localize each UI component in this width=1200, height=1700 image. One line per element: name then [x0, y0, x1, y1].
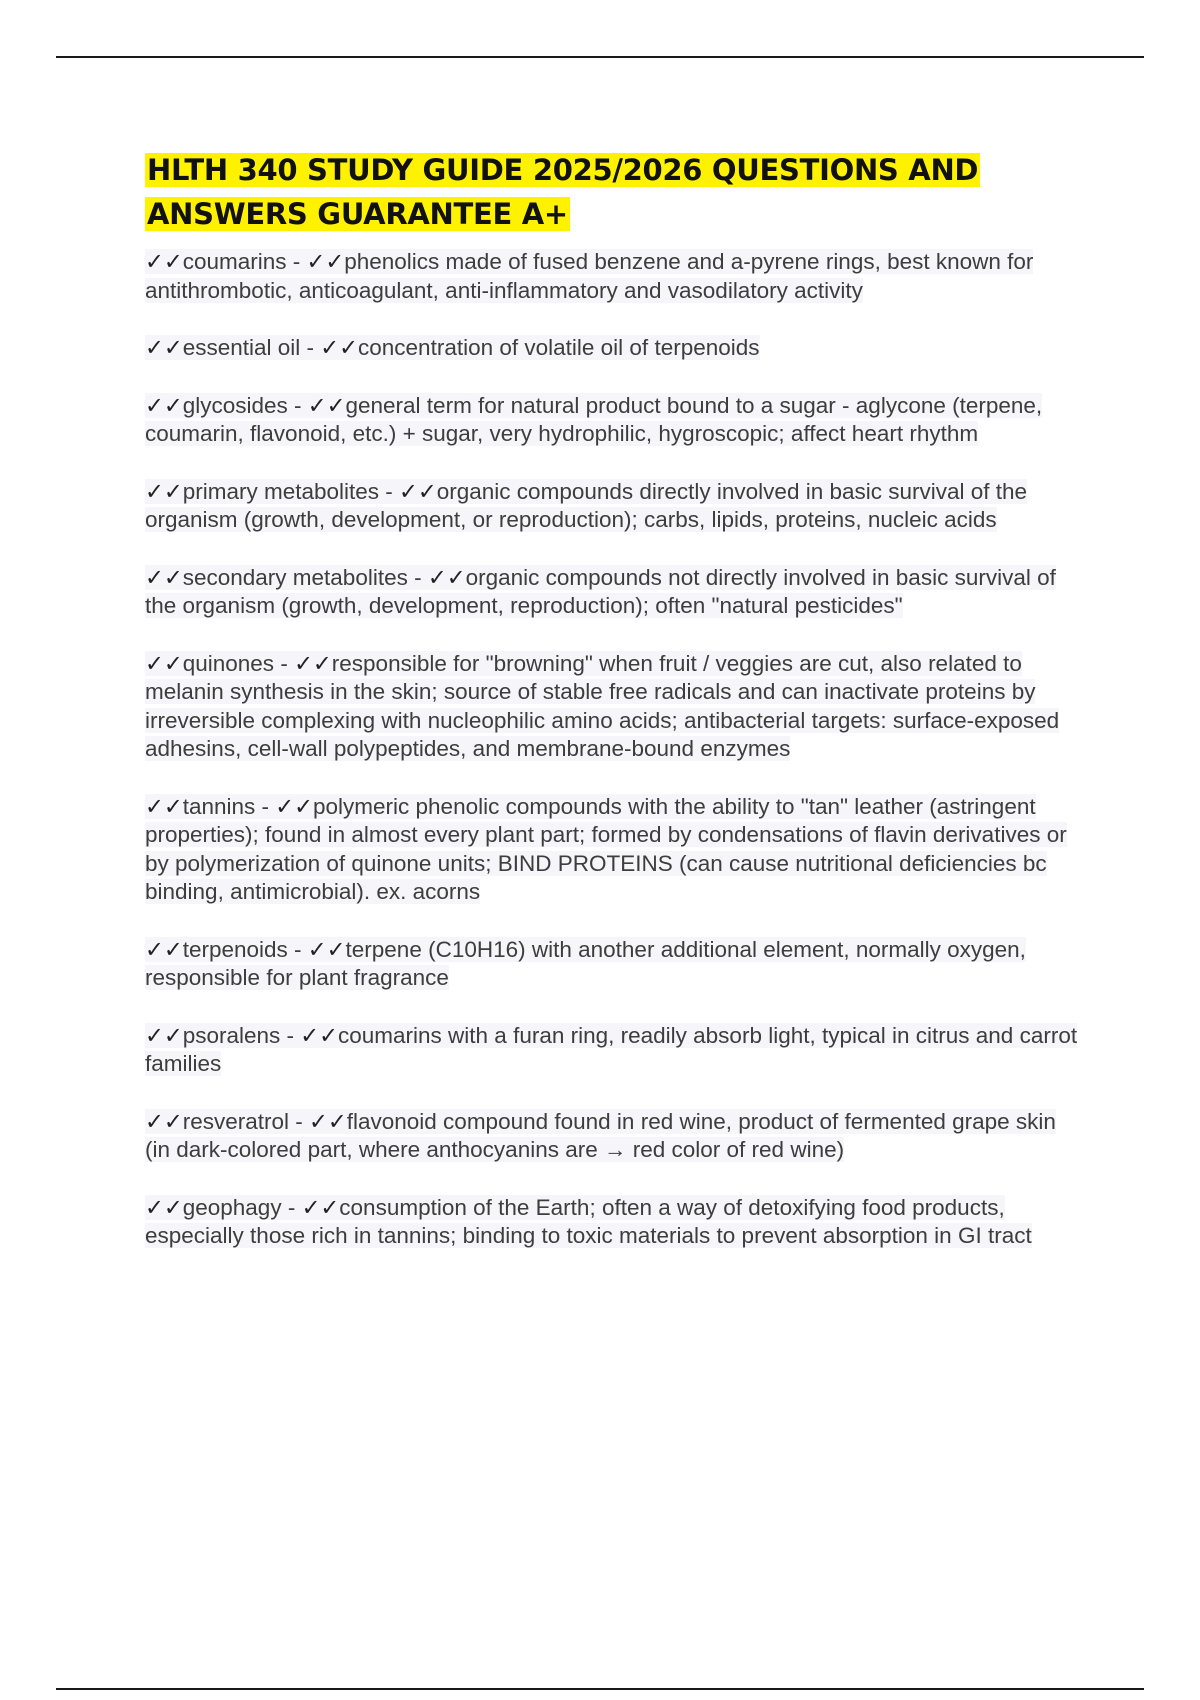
entry-definition: flavonoid compound found in red wine, product of fermented grape skin (in dark-colored part, where anthocyanins are → red color of red wine): [145, 1108, 1056, 1162]
entry-term: tannins: [182, 793, 256, 819]
entry-terpenoids: ✓✓terpenoids - ✓✓terpene (C10H16) with another additional element, normally oxygen, responsible for plant fragrance: [145, 936, 1026, 990]
checkmark-icon: ✓✓: [145, 478, 183, 504]
entry-geophagy: ✓✓geophagy - ✓✓consumption of the Earth; often a way of detoxifying food products, especially those rich in tannins; binding to toxic materials to prevent absorption in GI tract: [145, 1194, 1032, 1248]
entry-term: primary metabolites: [182, 478, 380, 504]
checkmark-icon: ✓✓: [145, 249, 183, 274]
document-title: HLTH 340 STUDY GUIDE 2025/2026 QUESTIONS AND ANSWERS GUARANTEE A+: [147, 153, 979, 231]
top-rule: [56, 56, 1144, 58]
checkmark-icon: ✓✓: [306, 249, 345, 274]
checkmark-icon: ✓✓: [145, 392, 183, 418]
entry-definition: coumarins with a furan ring, readily absorb light, typical in citrus and carrot families: [145, 1022, 1078, 1076]
entry-definition: organic compounds not directly involved in basic survival of the organism (growth, development, reproduction); often "natural pesticides": [145, 564, 1056, 618]
entry-glycosides: ✓✓glycosides - ✓✓general term for natural product bound to a sugar - aglycone (terpene, coumarin, flavonoid, etc.) + sugar, very hydrophilic, hygroscopic; affect heart rhythm: [145, 392, 1043, 446]
checkmark-icon: ✓✓: [307, 936, 346, 962]
entry-term: coumarins: [182, 249, 287, 274]
entry-term: terpenoids: [182, 936, 288, 962]
checkmark-icon: ✓✓: [145, 1194, 183, 1220]
entry-term: secondary metabolites: [182, 564, 408, 590]
entry-tannins: ✓✓tannins - ✓✓polymeric phenolic compounds with the ability to "tan" leather (astringent properties); found in almost every plant part; formed by condensations of flavin derivatives or by polymerization of quinone units; BIND PROTEINS (can cause nutritional deficiencies bc binding, antimicrobial). ex. acorns: [145, 793, 1067, 904]
entry-term: essential oil: [182, 335, 301, 360]
checkmark-icon: ✓✓: [145, 650, 183, 676]
entry-definition: concentration of volatile oil of terpenoids: [358, 335, 760, 360]
checkmark-icon: ✓✓: [309, 1108, 347, 1134]
entry-term: geophagy: [182, 1194, 282, 1220]
checkmark-icon: ✓✓: [145, 793, 183, 819]
checkmark-icon: ✓✓: [300, 1022, 338, 1048]
entry-secondary-metabolites: ✓✓secondary metabolites - ✓✓organic compounds not directly involved in basic survival of the organism (growth, development, reproduction); often "natural pesticides": [145, 564, 1056, 618]
entry-definition: polymeric phenolic compounds with the ability to "tan" leather (astringent properties); found in almost every plant part; formed by condensations of flavin derivatives or by polymerization of quinone units; BIND PROTEINS (can cause nutritional deficiencies bc binding, antimicrobial). ex. acorns: [145, 793, 1067, 904]
checkmark-icon: ✓✓: [145, 335, 183, 360]
entry-term: glycosides: [182, 392, 288, 418]
entry-resveratrol: ✓✓resveratrol - ✓✓flavonoid compound found in red wine, product of fermented grape skin (in dark-colored part, where anthocyanins are → red color of red wine): [145, 1108, 1056, 1162]
checkmark-icon: ✓✓: [307, 392, 346, 418]
checkmark-icon: ✓✓: [399, 478, 437, 504]
checkmark-icon: ✓✓: [320, 335, 359, 360]
entry-definition: phenolics made of fused benzene and a-pyrene rings, best known for antithrombotic, anticoagulant, anti-inflammatory and vasodilatory activity: [145, 249, 1034, 303]
entry-quinones: ✓✓quinones - ✓✓responsible for "browning" when fruit / veggies are cut, also related to melanin synthesis in the skin; source of stable free radicals and can inactivate proteins by irreversible complexing with nucleophilic amino acids; antibacterial targets: surface-exposed adhesins, cell-wall polypeptides, and membrane-bound enzymes: [145, 650, 1060, 761]
entry-term: resveratrol: [182, 1108, 290, 1134]
entry-psoralens: ✓✓psoralens - ✓✓coumarins with a furan ring, readily absorb light, typical in citrus and carrot families: [145, 1022, 1078, 1076]
entry-definition: terpene (C10H16) with another additional element, normally oxygen, responsible for plant fragrance: [145, 936, 1026, 990]
entry-primary-metabolites: ✓✓primary metabolites - ✓✓organic compounds directly involved in basic survival of the organism (growth, development, or reproduction); carbs, lipids, proteins, nucleic acids: [145, 478, 1028, 532]
entry-essential-oil: ✓✓essential oil - ✓✓concentration of volatile oil of terpenoids: [145, 335, 760, 360]
entry-coumarins: ✓✓coumarins - ✓✓phenolics made of fused benzene and a-pyrene rings, best known for antithrombotic, anticoagulant, anti-inflammatory and vasodilatory activity: [145, 249, 1034, 303]
bottom-rule: [56, 1688, 1144, 1690]
entry-term: quinones: [182, 650, 275, 676]
checkmark-icon: ✓✓: [145, 564, 183, 590]
checkmark-icon: ✓✓: [294, 650, 332, 676]
checkmark-icon: ✓✓: [145, 1108, 183, 1134]
entry-term: psoralens: [182, 1022, 281, 1048]
document-body: [145, 148, 1085, 1280]
entry-definition: consumption of the Earth; often a way of detoxifying food products, especially those rich in tannins; binding to toxic materials to prevent absorption in GI tract: [145, 1194, 1032, 1248]
checkmark-icon: ✓✓: [427, 564, 466, 590]
checkmark-icon: ✓✓: [301, 1194, 340, 1220]
checkmark-icon: ✓✓: [145, 1022, 183, 1048]
entry-definition: general term for natural product bound to a sugar - aglycone (terpene, coumarin, flavonoid, etc.) + sugar, very hydrophilic, hygroscopic; affect heart rhythm: [145, 392, 1043, 446]
entry-definition: responsible for "browning" when fruit / veggies are cut, also related to melanin synthesis in the skin; source of stable free radicals and can inactivate proteins by irreversible complexing with nucleophilic amino acids; antibacterial targets: surface-exposed adhesins, cell-wall polypeptides, and membrane-bound enzymes: [145, 650, 1060, 761]
checkmark-icon: ✓✓: [145, 936, 183, 962]
entry-definition: organic compounds directly involved in basic survival of the organism (growth, development, or reproduction); carbs, lipids, proteins, nucleic acids: [145, 478, 1028, 532]
checkmark-icon: ✓✓: [275, 793, 313, 819]
